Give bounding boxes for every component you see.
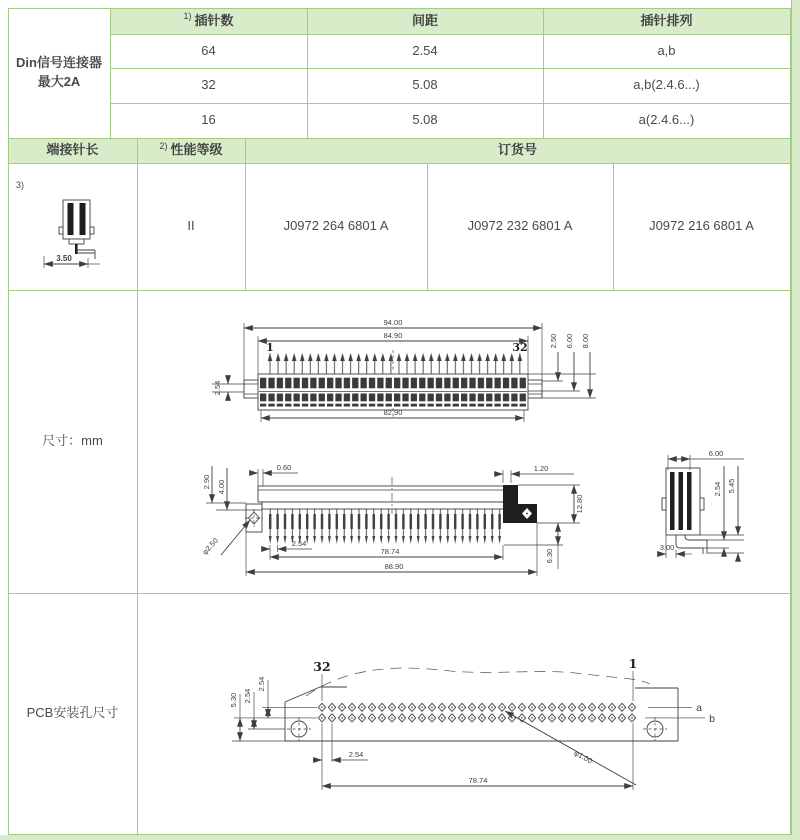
arrangement-value: a(2.4.6...) — [638, 112, 695, 128]
product-rating: 最大2A — [37, 74, 81, 89]
dim-text: 0.60 — [276, 463, 292, 472]
hole-row-a — [317, 702, 637, 713]
bent-lead — [685, 535, 707, 554]
pitch-value: 5.08 — [412, 77, 438, 93]
pin-number-last: 32 — [313, 659, 331, 674]
pin-number-first: 1 — [266, 341, 274, 354]
dims-section-label — [8, 290, 137, 593]
order-number: J0972 264 6801 A — [283, 218, 389, 234]
dim-text: φ1.00 — [572, 748, 594, 766]
dim-text: 5.30 — [229, 692, 238, 708]
mounting-hole-right — [643, 717, 667, 741]
dim-text: 2.50 — [549, 333, 558, 349]
dim-text: 6.00 — [565, 333, 574, 349]
col-header-arrangement — [543, 8, 790, 34]
footnote-ref-2: 2) — [159, 140, 168, 151]
col-header-order-no-label: 订货号 — [497, 142, 537, 158]
dim-text: 5.45 — [727, 478, 736, 494]
dim-text: 2.54 — [243, 688, 252, 704]
pcb-section-label — [8, 593, 137, 834]
dim-text: 2.54 — [713, 481, 722, 497]
order-number-cell — [427, 163, 613, 290]
grade-value: II — [187, 218, 195, 234]
connector-pin-side-view — [59, 200, 95, 259]
order-number: J0972 232 6801 A — [467, 218, 573, 234]
pin-row — [266, 353, 524, 374]
connector-silhouette — [306, 668, 650, 696]
bent-lead — [676, 535, 703, 554]
dim-text: 3.50 — [56, 254, 72, 263]
spec-row-arrangement — [543, 68, 790, 103]
grade-value-cell — [137, 163, 245, 290]
dimension-drawings — [138, 291, 790, 593]
dim-text: 1.20 — [533, 464, 549, 473]
connector-side-view — [200, 463, 584, 576]
page-edge-strip-right — [791, 0, 800, 840]
dim-text: 88.90 — [384, 562, 404, 571]
dim-text: 2.54 — [257, 676, 266, 692]
pins-value: 64 — [201, 42, 216, 58]
mounting-hole-left — [287, 717, 311, 741]
pins-value: 16 — [201, 112, 216, 128]
spec-row-pins — [110, 68, 307, 103]
dim-text: 2.90 — [202, 474, 211, 490]
dims-label-text: 尺寸：mm — [42, 433, 103, 449]
row-a-label: a — [696, 702, 702, 714]
order-number: J0972 216 6801 A — [649, 218, 754, 234]
arrangement-value: a,b — [657, 42, 676, 58]
col-header-pin-length-label: 端接针长 — [46, 142, 99, 158]
dim-text: 6.00 — [708, 449, 724, 458]
dim-text: 78.74 — [380, 547, 400, 556]
page-edge-strip-bottom — [0, 835, 800, 840]
col-header-pin-length — [8, 138, 137, 163]
dim-text: 2.54 — [291, 539, 307, 548]
col-header-pins — [110, 8, 307, 34]
dim-text: 6.30 — [545, 548, 554, 564]
order-number-cell — [245, 163, 427, 290]
pitch-value: 5.08 — [412, 112, 438, 128]
col-header-arrangement-label: 插针排列 — [640, 12, 693, 28]
col-header-grade-label: 性能等级 — [170, 142, 223, 158]
pitch-value: 2.54 — [412, 42, 438, 58]
dim-text: 8.00 — [581, 333, 590, 349]
arrangement-value: a,b(2.4.6...) — [633, 77, 700, 93]
dim-text: 4.00 — [217, 479, 226, 495]
pcb-label-text: PCB安装孔尺寸 — [26, 705, 119, 721]
dim-text: φ2.50 — [200, 536, 220, 557]
spec-row-pitch — [307, 68, 543, 103]
col-header-pins-label: 插针数 — [194, 12, 234, 28]
col-header-pitch — [307, 8, 543, 34]
pin-number-first: 1 — [628, 656, 638, 671]
contact-row-b — [259, 394, 527, 407]
footnote-ref-1: 1) — [183, 11, 192, 22]
connector-end-view — [658, 449, 744, 561]
pins-value: 32 — [201, 77, 216, 93]
spec-row-pins — [110, 103, 307, 138]
end-bracket — [503, 485, 518, 523]
dim-text: 2.54 — [348, 750, 364, 759]
dim-text: 84.90 — [383, 331, 403, 340]
pin-number-last: 32 — [512, 341, 528, 354]
pin-length-drawing — [9, 164, 136, 289]
dim-text: 82.90 — [383, 408, 403, 417]
spec-row-pitch — [307, 34, 543, 68]
contact-row-a — [259, 377, 527, 390]
dim-text: 3.00 — [659, 543, 675, 552]
order-number-cell — [613, 163, 790, 290]
dim-3-50 — [44, 254, 100, 268]
product-cell — [8, 8, 110, 138]
col-header-pitch-label: 间距 — [411, 12, 438, 28]
dim-text: 12.80 — [575, 494, 584, 514]
pcb-hole-drawing — [138, 594, 790, 834]
product-name: Din信号连接器 — [16, 55, 102, 71]
row-b-label: b — [709, 713, 715, 725]
dim-text: 2.54 — [213, 380, 222, 396]
spec-row-pitch — [307, 103, 543, 138]
spec-row-arrangement — [543, 103, 790, 138]
spec-row-pins — [110, 34, 307, 68]
hole-row-b — [317, 713, 637, 724]
col-header-order-no — [245, 138, 790, 163]
dim-text: 94.00 — [383, 318, 403, 327]
spec-row-arrangement — [543, 34, 790, 68]
col-header-grade — [137, 138, 245, 163]
dim-text: 78.74 — [468, 776, 488, 785]
footnote-ref-3: 3) — [16, 180, 25, 190]
connector-top-view — [212, 318, 596, 422]
